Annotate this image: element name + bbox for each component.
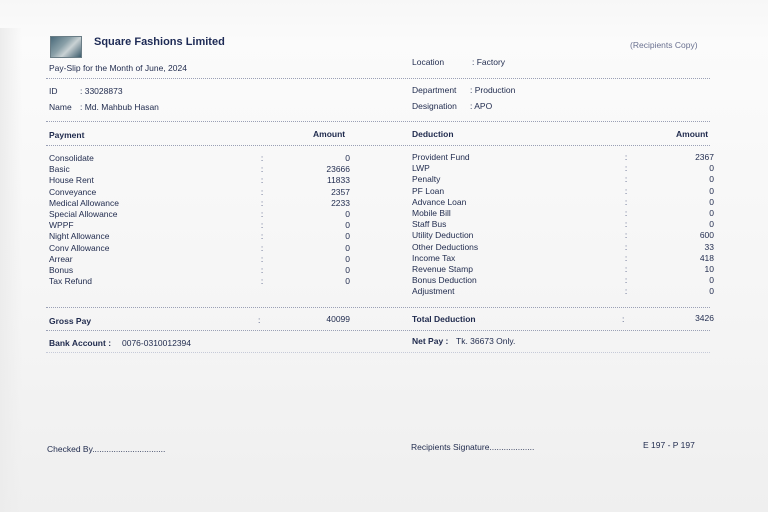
colon: : [260,208,264,219]
divider-bank [46,330,710,331]
divider-net [46,352,710,353]
deduction-item-label: LWP [412,163,430,174]
colon: : [260,242,264,253]
gross-pay-label: Gross Pay [49,316,92,326]
colon: : [624,230,628,241]
deduction-item-label: Mobile Bill [412,207,451,218]
deduction-item-label: Staff Bus [412,219,447,230]
deduction-amount-heading: Amount [676,129,709,139]
net-pay-value: Tk. 36673 Only. [456,336,516,346]
payment-item-label: Arrear [49,253,73,264]
deduction-item-amount: 33 [704,241,714,252]
payment-item-amount: 11833 [326,175,350,186]
colon: : [260,175,264,186]
colon: : [624,219,628,230]
payment-item-label: Special Allowance [49,208,118,219]
divider-info [46,121,710,122]
department-label: Department [412,85,457,95]
deduction-item-amount: 0 [709,286,714,297]
deduction-item-label: PF Loan [412,185,445,196]
payment-item-label: House Rent [49,175,94,186]
copy-type-label: (Recipients Copy) [630,40,698,50]
deduction-item-amount: 0 [709,207,714,218]
deduction-item-amount: 418 [699,252,714,263]
deduction-item-amount: 600 [699,230,714,241]
name-value: : Md. Mahbub Hasan [80,102,159,112]
deduction-heading: Deduction [412,129,454,139]
payment-item-label: Night Allowance [49,231,110,242]
colon: : [260,231,264,242]
id-label: ID [49,86,58,96]
deduction-item-label: Adjustment [412,286,455,297]
id-value: : 33028873 [80,86,123,96]
payment-item-amount: 0 [345,153,350,163]
colon: : [260,220,264,231]
payment-item-amount: 23666 [326,164,350,175]
colon: : [260,153,264,163]
bank-account-value: 0076-0310012394 [122,338,192,348]
payment-item-label: WPPF [49,220,74,231]
total-deduction-label: Total Deduction [412,314,476,324]
colon: : [260,186,264,197]
colon: : [624,163,628,174]
payment-item-label: Basic [49,164,70,175]
colon: : [260,253,264,264]
location-label: Location [412,57,445,67]
location-value: : Factory [472,57,506,67]
payment-amount-heading: Amount [313,129,346,139]
colon: : [260,264,264,275]
department-value: : Production [470,85,516,95]
deduction-item-label: Bonus Deduction [412,275,477,286]
deduction-item-label: Revenue Stamp [412,263,473,274]
colon: : [624,241,628,252]
deduction-item-amount: 10 [704,263,714,274]
company-logo [50,36,82,58]
payment-labels [49,153,229,287]
deduction-item-label: Other Deductions [412,241,479,252]
payment-item-amount: 2233 [331,197,350,208]
deduction-colons [622,152,630,297]
net-pay-label: Net Pay : [412,336,449,346]
divider-headings [46,145,710,146]
footer-code: E 197 - P 197 [643,440,695,450]
name-label: Name [49,102,72,112]
payment-item-label: Medical Allowance [49,197,119,208]
deduction-item-label: Income Tax [412,252,456,263]
payment-item-amount: 0 [345,231,350,242]
deduction-item-amount: 0 [709,275,714,286]
colon: : [624,252,628,263]
payment-item-label: Conv Allowance [49,242,110,253]
bank-account-label: Bank Account : [49,338,112,348]
deduction-item-label: Advance Loan [412,196,467,207]
divider-totals [46,307,710,308]
payment-item-label: Consolidate [49,153,94,163]
total-deduction-colon: : [622,314,625,324]
deduction-item-amount: 0 [709,163,714,174]
gross-pay-colon: : [258,315,261,325]
payment-item-amount: 2357 [331,186,350,197]
deduction-item-amount: 2367 [695,152,714,162]
colon: : [260,276,264,287]
deduction-item-label: Utility Deduction [412,230,474,241]
gross-pay-value: 40099 [326,314,350,324]
payment-item-amount: 0 [345,242,350,253]
total-deduction-value: 3426 [695,313,714,323]
colon: : [624,286,628,297]
colon: : [624,275,628,286]
colon: : [260,164,264,175]
colon: : [624,152,628,162]
company-name: Square Fashions Limited [94,36,225,48]
payment-item-label: Bonus [49,264,74,275]
payment-item-amount: 0 [345,264,350,275]
colon: : [624,174,628,185]
recipients-signature-line: Recipients Signature................... [411,442,535,452]
deduction-amounts [664,152,714,297]
payment-item-amount: 0 [345,276,350,287]
payslip-title: Pay-Slip for the Month of June, 2024 [49,63,187,73]
payment-item-label: Tax Refund [49,276,92,287]
payment-heading: Payment [49,130,85,140]
deduction-item-label: Penalty [412,174,441,185]
payment-item-amount: 0 [345,208,350,219]
colon: : [624,185,628,196]
payment-colons [258,153,266,287]
designation-value: : APO [470,101,493,111]
colon: : [260,197,264,208]
colon: : [624,263,628,274]
deduction-item-amount: 0 [709,196,714,207]
colon: : [624,207,628,218]
deduction-item-amount: 0 [709,185,714,196]
colon: : [624,196,628,207]
deduction-item-label: Provident Fund [412,152,470,162]
deduction-item-amount: 0 [709,174,714,185]
deduction-item-amount: 0 [709,219,714,230]
payment-amounts [300,153,350,287]
payment-item-amount: 0 [345,220,350,231]
paper-shadow [0,28,22,512]
designation-label: Designation [412,101,457,111]
payment-item-amount: 0 [345,253,350,264]
deduction-labels [412,152,592,297]
payment-item-label: Conveyance [49,186,97,197]
divider-top [46,78,710,79]
checked-by-line: Checked By............................... [47,444,166,454]
